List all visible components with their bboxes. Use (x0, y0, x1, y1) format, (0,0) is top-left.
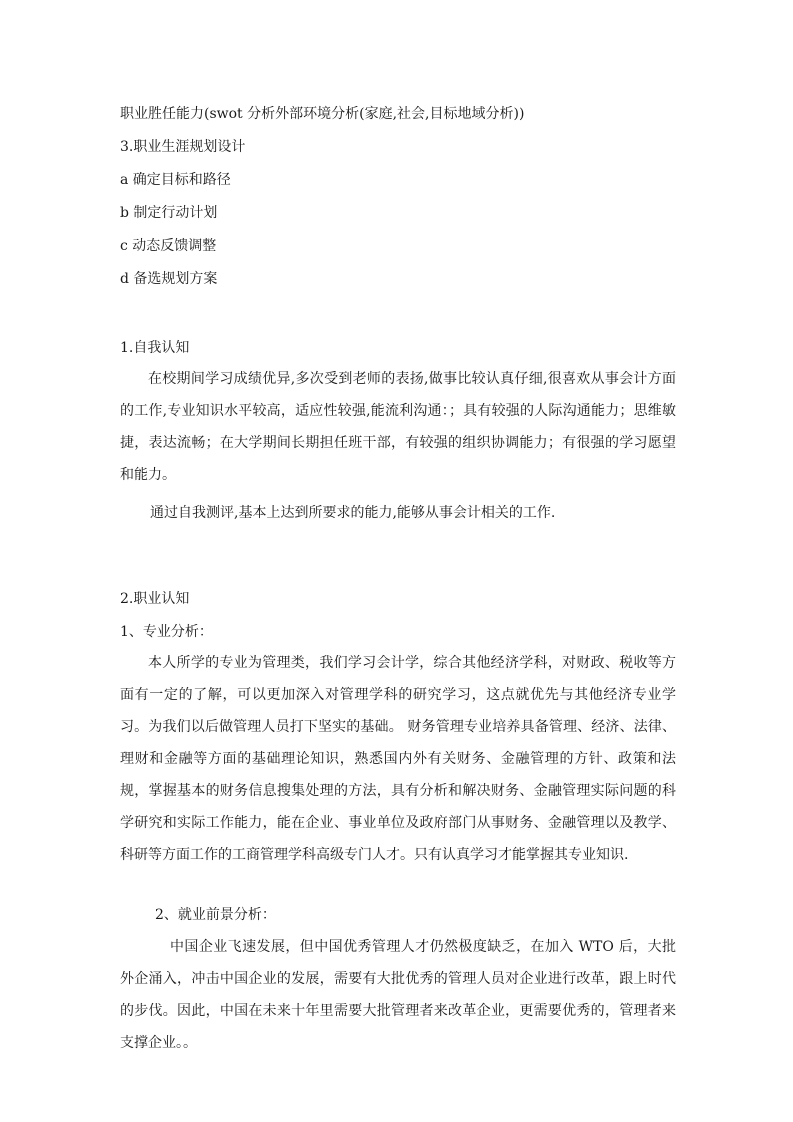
self-awareness-paragraph: 在校期间学习成绩优异,多次受到老师的表扬,做事比较认真仔细,很喜欢从事会计方面的工作,专业知识水平较高，适应性较强,能流利沟通：；具有较强的人际沟通能力；思维敏捷，表达流畅；在大学期间长期担任班干部，有较强的组织协调能力；有很强的学习愿望和能力。 (120, 371, 676, 483)
major-analysis-heading: 1、专业分析： (120, 624, 213, 640)
section3-item-b: b 制定行动计划 (120, 205, 218, 221)
self-assessment-paragraph: 通过自我测评,基本上达到所要求的能力,能够从事会计相关的工作. (150, 505, 556, 521)
employment-outlook-heading: 2、就业前景分析： (155, 907, 276, 923)
section3-heading: 3.职业生涯规划设计 (120, 139, 246, 155)
major-analysis-paragraph: 本人所学的专业为管理类，我们学习会计学，综合其他经济学科，对财政、税收等方面有一定的了解，可以更加深入对管理学科的研究学习，这点就优先与其他经济专业学习。为我们以后做管理人员打下坚实的基础。 财务管理专业培养具备管理、经济、法律、理财和金融等方面的基础理论知识，熟悉国内外有关财务、金融管理的方针、政策和法规，掌握基本的财务信息搜集处理的方法，具有分析和解决财务、金融管理实际问题的科学研究和实际工作能力，能在企业、事业单位及政府部门从事财务、金融管理以及教学、科研等方面工作的工商管理学科高级专门人才。只有认真学习才能掌握其专业知识. (120, 655, 676, 863)
employment-outlook-paragraph: 中国企业飞速发展，但中国优秀管理人才仍然极度缺乏，在加入 WTO 后，大批外企涌入，冲击中国企业的发展，需要有大批优秀的管理人员对企业进行改革，跟上时代的步伐。因此，中国在未来十年里需要大批管理者来改革企业，更需要优秀的，管理者来支撑企业。。 (120, 939, 676, 1051)
intro-line: 职业胜任能力(swot 分析外部环境分析(家庭,社会,目标地域分析)) (120, 106, 525, 122)
section3-item-d: d 备选规划方案 (120, 271, 218, 287)
section3-item-a: a 确定目标和路径 (120, 172, 231, 188)
section3-item-c: c 动态反馈调整 (120, 238, 217, 254)
section1-heading: 1.自我认知 (120, 340, 190, 356)
section2-heading: 2.职业认知 (120, 591, 190, 607)
